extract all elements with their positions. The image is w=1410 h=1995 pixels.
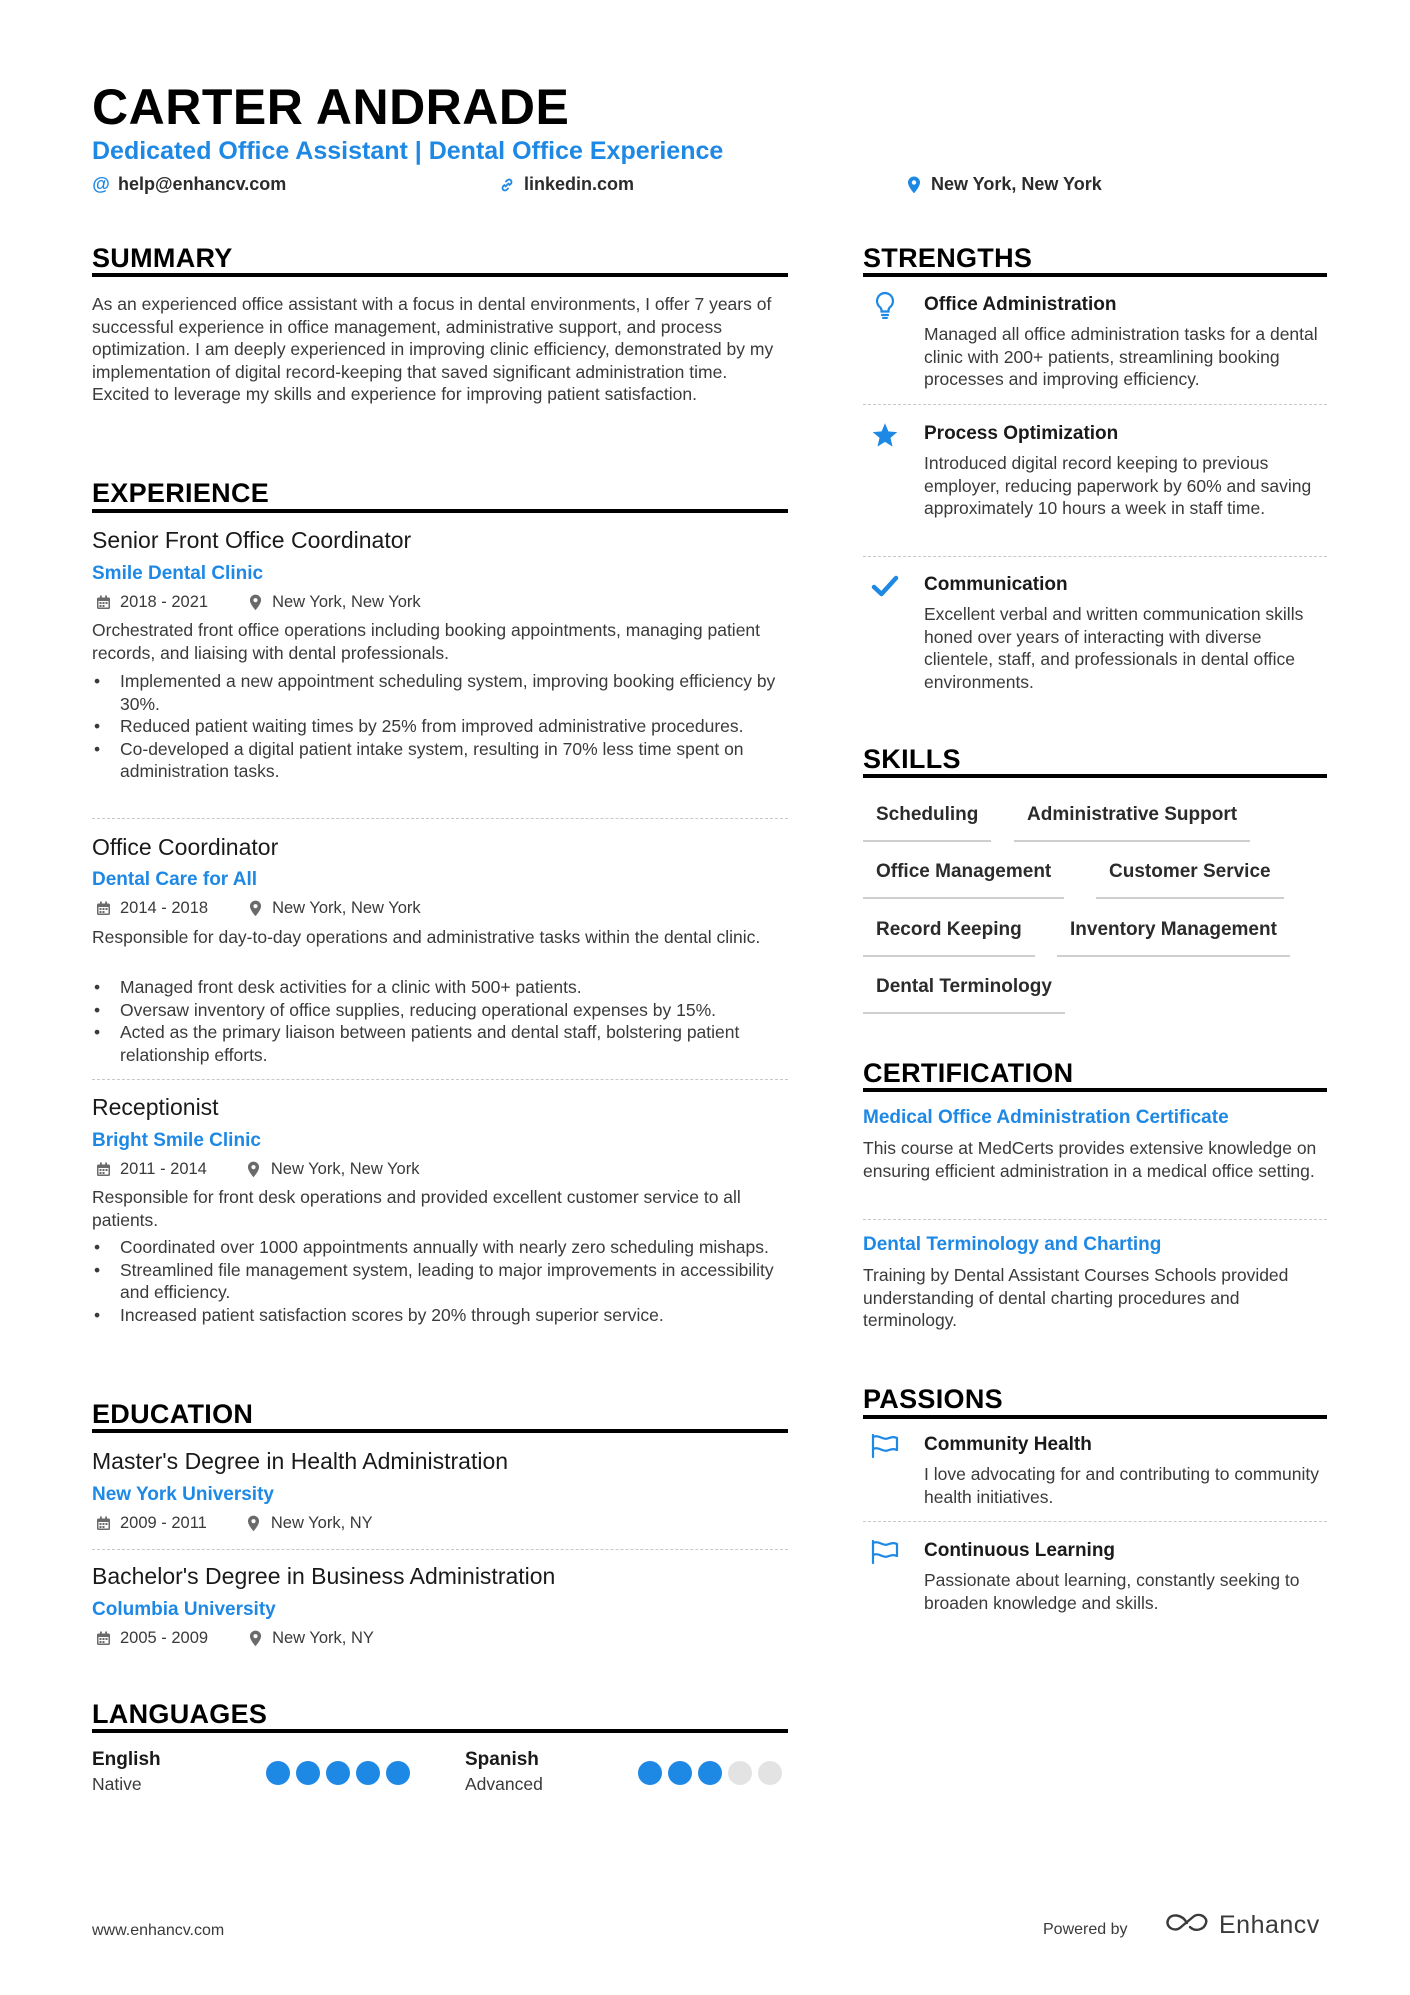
- checkmark-icon: [870, 571, 900, 601]
- school-name: New York University: [92, 1484, 274, 1505]
- linkedin-text: linkedin.com: [524, 174, 635, 194]
- email-text: help@enhancv.com: [118, 174, 287, 194]
- job-bullet: • Streamlined file management system, leading to major improvements in accessibility and efficiency.: [92, 1259, 788, 1304]
- job-title: Office Coordinator: [92, 834, 279, 860]
- footer-website-link[interactable]: www.enhancv.com: [92, 1922, 225, 1939]
- education-meta: [94, 1514, 373, 1533]
- job-meta: [94, 1160, 419, 1179]
- job-dates: 2011 - 2014: [120, 1160, 207, 1178]
- skill-tag: Scheduling: [863, 800, 991, 842]
- divider: [863, 404, 1327, 405]
- summary-heading: SUMMARY: [92, 243, 233, 273]
- contact-location: [905, 174, 1102, 195]
- passion-text: Passionate about learning, constantly seeking to broaden knowledge and skills.: [924, 1570, 1300, 1613]
- languages-heading: LANGUAGES: [92, 1699, 268, 1729]
- job-bullet: • Implemented a new appointment scheduling system, improving booking efficiency by 30%.: [92, 670, 788, 715]
- job-bullets: [92, 976, 788, 1066]
- candidate-headline: Dedicated Office Assistant | Dental Office Experience: [92, 137, 724, 165]
- certification-title: Medical Office Administration Certificate: [863, 1107, 1229, 1128]
- summary-rule: [92, 273, 788, 277]
- divider: [92, 818, 788, 819]
- divider: [92, 1079, 788, 1080]
- degree-title: Master's Degree in Health Administration: [92, 1448, 509, 1474]
- strength-text: Introduced digital record keeping to previous employer, reducing paperwork by 60% and saving approximately 10 hours a week in staff time.: [924, 453, 1312, 518]
- location-pin-icon: [905, 175, 923, 195]
- job-bullet: • Acted as the primary liaison between patients and dental staff, bolstering patient relationship efforts.: [92, 1021, 788, 1066]
- job-bullet: • Coordinated over 1000 appointments annually with nearly zero scheduling mishaps.: [92, 1236, 788, 1259]
- rating-dot-filled: [698, 1761, 722, 1785]
- enhancv-logo-text: Enhancv: [1219, 1911, 1320, 1939]
- skill-tag: Inventory Management: [1057, 915, 1290, 957]
- job-bullets: [92, 1236, 788, 1326]
- certification-text: Training by Dental Assistant Courses Schools provided understanding of dental charting procedures and terminology.: [863, 1265, 1289, 1330]
- strength-text: Excellent verbal and written communication skills honed over years of interacting with diverse clientele, staff, and professionals in dental office environments.: [924, 604, 1304, 692]
- rating-dot-filled: [386, 1761, 410, 1785]
- rating-dot-empty: [758, 1761, 782, 1785]
- skill-tag: Dental Terminology: [863, 972, 1065, 1014]
- certification-title: Dental Terminology and Charting: [863, 1234, 1162, 1255]
- certification-rule: [863, 1088, 1327, 1092]
- job-location: New York, New York: [272, 899, 421, 917]
- passions-heading: PASSIONS: [863, 1384, 1003, 1414]
- rating-dot-filled: [638, 1761, 662, 1785]
- passion-title: Community Health: [924, 1434, 1092, 1455]
- language-level: Advanced: [465, 1774, 543, 1794]
- passion-title: Continuous Learning: [924, 1540, 1116, 1561]
- languages-rule: [92, 1729, 788, 1733]
- strengths-rule: [863, 273, 1327, 277]
- star-icon: [870, 420, 900, 450]
- link-icon: [498, 175, 516, 195]
- location-pin-icon: [246, 1630, 264, 1648]
- job-bullet: • Co-developed a digital patient intake system, resulting in 70% less time spent on administration tasks.: [92, 738, 788, 783]
- skill-tag: Administrative Support: [1014, 800, 1250, 842]
- education-dates: 2005 - 2009: [120, 1629, 209, 1647]
- calendar-icon: [94, 1630, 112, 1648]
- rating-dot-filled: [356, 1761, 380, 1785]
- job-bullet: • Increased patient satisfaction scores by 20% through superior service.: [92, 1304, 788, 1327]
- footer-powered-by: Powered by: [1043, 1921, 1128, 1938]
- job-title: Senior Front Office Coordinator: [92, 527, 412, 553]
- certification-heading: CERTIFICATION: [863, 1058, 1074, 1088]
- divider: [863, 556, 1327, 557]
- company-name: Bright Smile Clinic: [92, 1130, 261, 1151]
- language-level: Native: [92, 1774, 142, 1794]
- job-bullet: • Oversaw inventory of office supplies, reducing operational expenses by 15%.: [92, 999, 788, 1022]
- summary-text: As an experienced office assistant with a focus in dental environments, I offer 7 years of successful experience in office management, administrative support, and process optimization. I am deeply experienced in improving clinic efficiency, demonstrated by my implementation of digital record-keeping that saved significant administration time. Excited to leverage my skills and experience for improving patient satisfaction.: [92, 294, 774, 404]
- divider: [863, 1219, 1327, 1220]
- company-name: Smile Dental Clinic: [92, 563, 264, 584]
- contact-email[interactable]: [92, 174, 286, 195]
- education-dates: 2009 - 2011: [120, 1514, 207, 1532]
- divider: [92, 1549, 788, 1550]
- education-rule: [92, 1429, 788, 1433]
- strength-title: Office Administration: [924, 294, 1117, 315]
- rating-dot-filled: [296, 1761, 320, 1785]
- job-bullet: • Reduced patient waiting times by 25% from improved administrative procedures.: [92, 715, 788, 738]
- strength-title: Communication: [924, 574, 1068, 595]
- location-text: New York, New York: [931, 174, 1102, 194]
- job-description: Responsible for front desk operations and provided excellent customer service to all patients.: [92, 1187, 741, 1230]
- degree-title: Bachelor's Degree in Business Administration: [92, 1563, 556, 1589]
- rating-dot-empty: [728, 1761, 752, 1785]
- job-description: Orchestrated front office operations including booking appointments, managing patient records, and liaising with dental professionals.: [92, 620, 761, 663]
- education-heading: EDUCATION: [92, 1399, 254, 1429]
- job-meta: [94, 899, 421, 918]
- job-location: New York, New York: [270, 1160, 420, 1178]
- passions-rule: [863, 1415, 1327, 1419]
- strengths-heading: STRENGTHS: [863, 243, 1033, 273]
- calendar-icon: [94, 594, 112, 612]
- divider: [863, 1521, 1327, 1522]
- job-title: Receptionist: [92, 1094, 219, 1120]
- experience-rule: [92, 509, 788, 513]
- job-location: New York, New York: [272, 593, 421, 611]
- job-bullets: [92, 670, 788, 783]
- rating-dot-filled: [668, 1761, 692, 1785]
- enhancv-logo-icon: [1163, 1910, 1211, 1941]
- location-pin-icon: [246, 900, 264, 918]
- flag-icon: [870, 1431, 900, 1461]
- calendar-icon: [94, 1515, 112, 1533]
- skills-rule: [863, 774, 1327, 778]
- location-pin-icon: [245, 1515, 263, 1533]
- candidate-name: CARTER ANDRADE: [92, 79, 570, 135]
- skill-tag: Record Keeping: [863, 915, 1035, 957]
- certification-text: This course at MedCerts provides extensive knowledge on ensuring efficient administration in a medical office setting.: [863, 1138, 1317, 1181]
- company-name: Dental Care for All: [92, 869, 258, 890]
- rating-dot-filled: [266, 1761, 290, 1785]
- calendar-icon: [94, 900, 112, 918]
- contact-linkedin[interactable]: [498, 174, 634, 195]
- flag-icon: [870, 1537, 900, 1567]
- strength-title: Process Optimization: [924, 423, 1119, 444]
- passion-text: I love advocating for and contributing to community health initiatives.: [924, 1464, 1319, 1507]
- language-rating: [266, 1761, 410, 1785]
- skills-heading: SKILLS: [863, 744, 961, 774]
- school-name: Columbia University: [92, 1599, 276, 1620]
- job-dates: 2018 - 2021: [120, 593, 209, 611]
- at-icon: @: [92, 174, 110, 194]
- location-pin-icon: [245, 1161, 263, 1179]
- calendar-icon: [94, 1161, 112, 1179]
- job-description: Responsible for day-to-day operations and administrative tasks within the dental clinic.: [92, 927, 761, 947]
- education-location: New York, NY: [270, 1514, 373, 1532]
- enhancv-logo[interactable]: [1163, 1910, 1320, 1941]
- experience-heading: EXPERIENCE: [92, 478, 270, 508]
- education-location: New York, NY: [272, 1629, 374, 1647]
- strength-text: Managed all office administration tasks for a dental clinic with 200+ patients, streamlining booking processes and improving efficiency.: [924, 324, 1318, 389]
- language-name: English: [92, 1749, 161, 1770]
- skill-tag: Office Management: [863, 857, 1064, 899]
- education-meta: [94, 1629, 374, 1648]
- job-meta: [94, 593, 421, 612]
- lightbulb-icon: [870, 290, 900, 320]
- job-bullet: • Managed front desk activities for a clinic with 500+ patients.: [92, 976, 788, 999]
- location-pin-icon: [246, 594, 264, 612]
- language-rating: [638, 1761, 782, 1785]
- rating-dot-filled: [326, 1761, 350, 1785]
- language-name: Spanish: [465, 1749, 539, 1770]
- skill-tag: Customer Service: [1096, 857, 1284, 899]
- job-dates: 2014 - 2018: [120, 899, 209, 917]
